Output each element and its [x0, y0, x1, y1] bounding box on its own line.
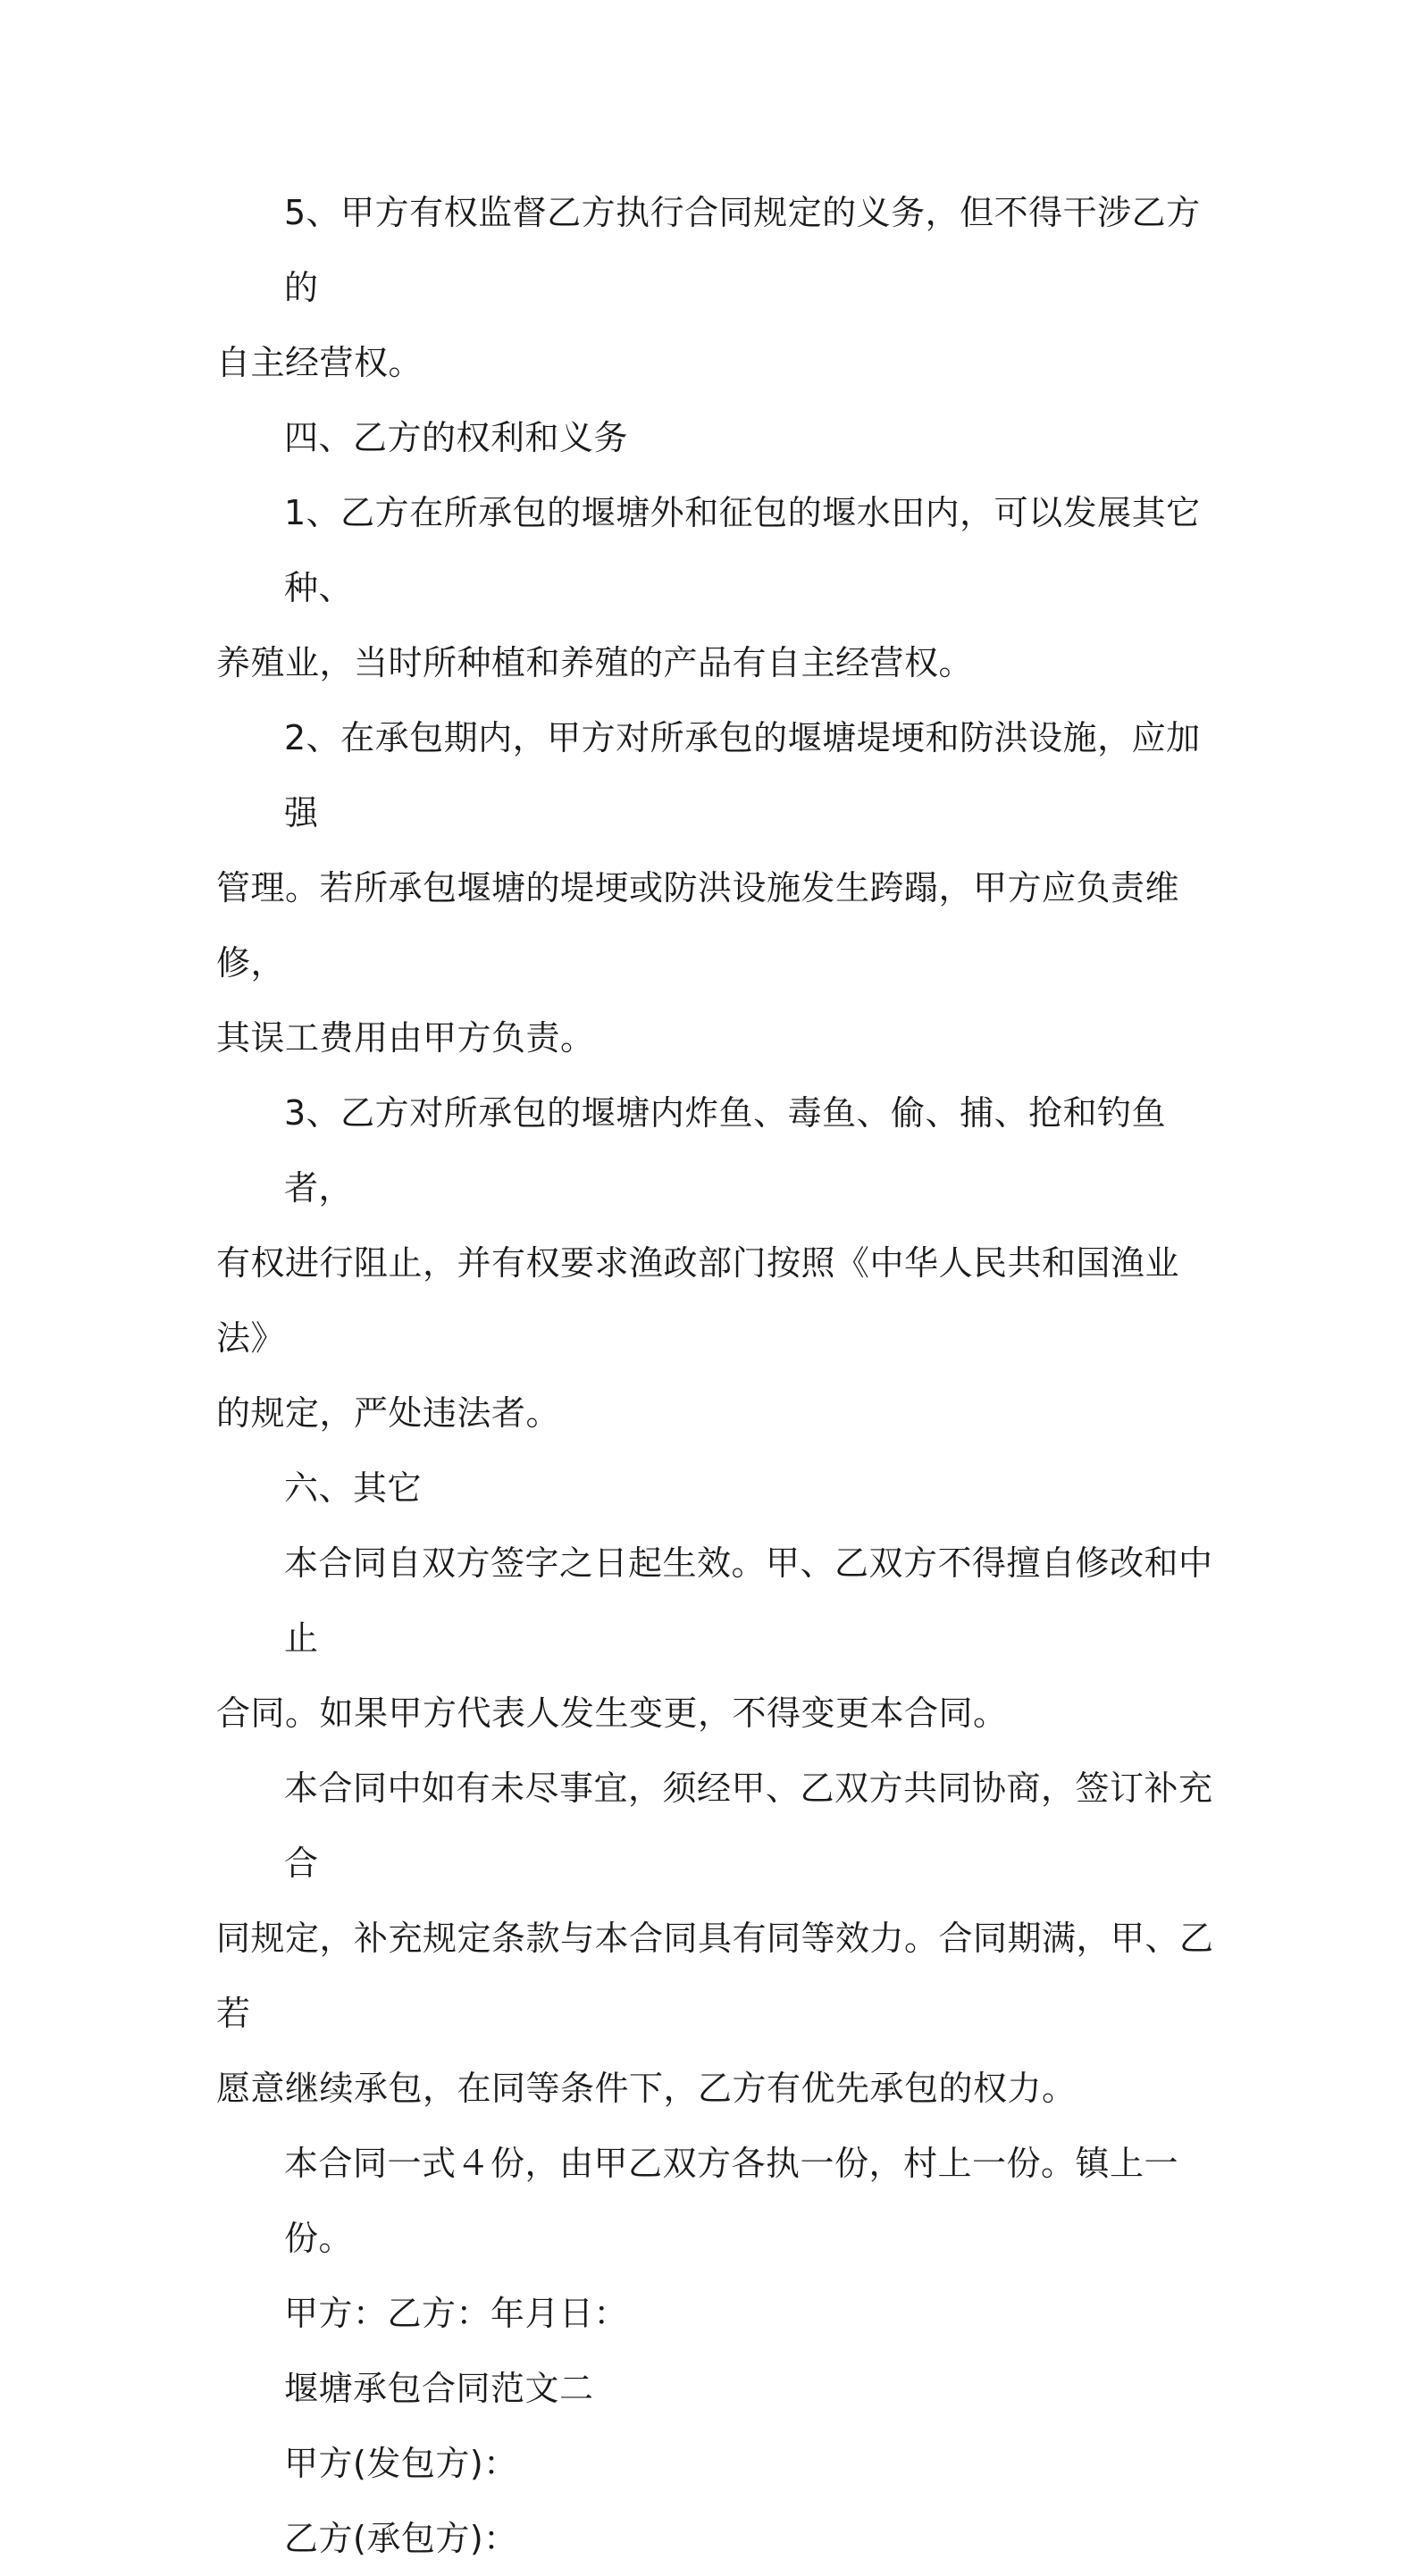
party-a-field	[216, 2426, 1217, 2501]
text-line: 愿意继续承包，在同等条件下，乙方有优先承包的权力。	[216, 2069, 1077, 2108]
text-line: 1、乙方在所承包的堰塘外和征包的堰水田内，可以发展其它种、	[284, 493, 1201, 607]
clause-copies	[216, 2126, 1217, 2276]
text-line: 乙方(承包方)：	[284, 2519, 518, 2558]
text-line: 的规定，严处违法者。	[216, 1393, 561, 1433]
clause-1-aquaculture-rights	[216, 475, 1217, 700]
text-line: 有权进行阻止，并有权要求渔政部门按照《中华人民共和国渔业法》	[216, 1243, 1180, 1358]
section-heading-party-b-rights	[216, 400, 1217, 475]
text-line: 本合同自双方签字之日起生效。甲、乙双方不得擅自修改和中止	[284, 1543, 1213, 1658]
text-line: 3、乙方对所承包的堰塘内炸鱼、毒鱼、偷、捕、抢和钓鱼者，	[284, 1093, 1167, 1208]
text-line: 5、甲方有权监督乙方执行合同规定的义务，但不得干涉乙方的	[284, 193, 1201, 307]
text-line: 堰塘承包合同范文二	[284, 2369, 594, 2408]
text-line: 其误工费用由甲方负责。	[216, 1018, 595, 1058]
document-body	[216, 175, 1217, 2576]
party-b-field	[216, 2501, 1217, 2576]
text-line: 甲方(发包方)：	[284, 2444, 518, 2483]
clause-5-supervision-right	[216, 175, 1217, 400]
heading-line: 四、乙方的权利和义务	[284, 418, 629, 457]
text-line: 管理。若所承包堰塘的堤埂或防洪设施发生跨蹋，甲方应负责维修，	[216, 868, 1180, 983]
text-line: 本合同中如有未尽事宜，须经甲、乙双方共同协商，签订补充合	[284, 1769, 1213, 1883]
section-heading-other	[216, 1451, 1217, 1526]
text-line: 同规定，补充规定条款与本合同具有同等效力。合同期满，甲、乙若	[216, 1919, 1214, 2033]
heading-line: 六、其它	[284, 1468, 423, 1508]
text-line: 合同。如果甲方代表人发生变更，不得变更本合同。	[216, 1694, 1008, 1733]
text-line: 本合同一式４份，由甲乙双方各执一份，村上一份。镇上一份。	[284, 2144, 1179, 2258]
second-contract-title	[216, 2351, 1217, 2426]
clause-supplementary-terms	[216, 1751, 1217, 2126]
text-line: 养殖业，当时所种植和养殖的产品有自主经营权。	[216, 643, 974, 682]
clause-3-fishing-protection	[216, 1075, 1217, 1451]
text-line: 甲方：乙方：年月日：	[284, 2294, 629, 2333]
signature-line	[216, 2276, 1217, 2351]
text-line: 自主经营权。	[216, 343, 423, 382]
text-line: 2、在承包期内，甲方对所承包的堰塘堤埂和防洪设施，应加强	[284, 718, 1201, 832]
clause-effective-date	[216, 1526, 1217, 1751]
clause-2-dike-maintenance	[216, 700, 1217, 1075]
